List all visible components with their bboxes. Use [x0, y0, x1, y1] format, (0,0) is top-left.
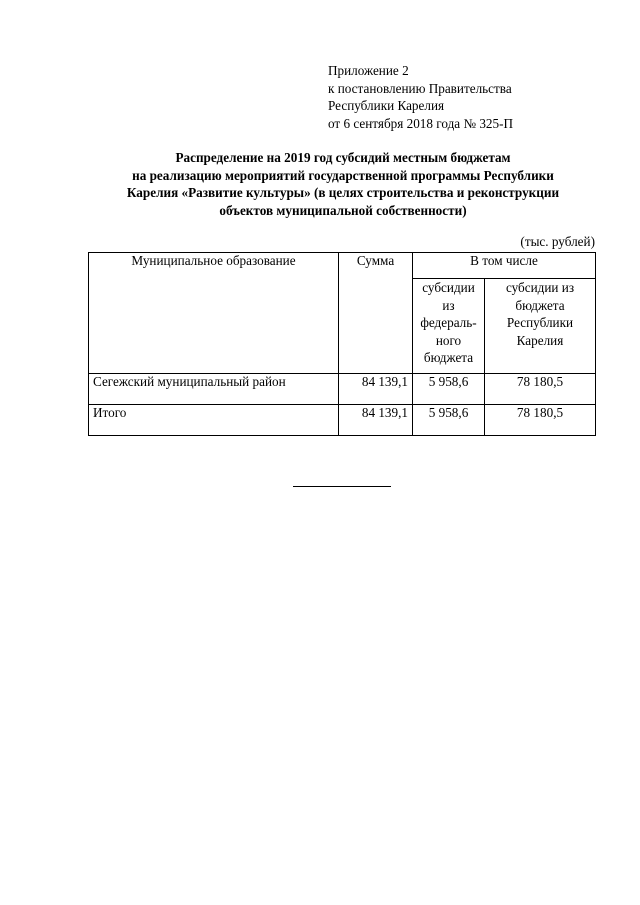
header-municipality: Муниципальное образование [89, 253, 339, 374]
appendix-line: Республики Карелия [328, 98, 445, 113]
appendix-reference [328, 62, 513, 132]
cell-sum: 84 139,1 [339, 374, 413, 405]
units-label: (тыс. рублей) [520, 234, 595, 249]
header-republic-line: Республики [506, 315, 574, 330]
appendix-line: к постановлению Правительства [328, 80, 512, 96]
cell-republic: 78 180,5 [485, 374, 596, 405]
header-including: В том числе [413, 253, 596, 279]
header-republic-line: Карелия [516, 332, 564, 348]
table-row-total [89, 405, 596, 436]
title-line: Карелия «Развитие культуры» (в целях строительства и реконструкции [126, 185, 560, 200]
header-federal-line: федераль- [420, 315, 477, 330]
header-federal-subsidy [413, 279, 485, 374]
header-republic-subsidy [485, 279, 596, 374]
table-row [89, 374, 596, 405]
title-line: объектов муниципальной собственности) [219, 202, 467, 218]
cell-municipality: Сегежский муниципальный район [89, 374, 339, 405]
cell-republic: 78 180,5 [485, 405, 596, 436]
header-sum: Сумма [339, 253, 413, 374]
header-republic-line: бюджета [515, 297, 565, 313]
document-title [88, 149, 598, 219]
title-line: Распределение на 2019 год субсидий местным бюджетам [175, 150, 511, 165]
header-federal-line: из [442, 297, 455, 313]
table-header-row [89, 253, 596, 279]
header-federal-line: субсидии [422, 280, 475, 295]
subsidy-table [88, 252, 596, 436]
title-line: на реализацию мероприятий государственной программы Республики [132, 167, 554, 183]
appendix-line: Приложение 2 [328, 63, 409, 78]
header-federal-line: бюджета [423, 350, 474, 365]
cell-federal: 5 958,6 [413, 374, 485, 405]
cell-sum: 84 139,1 [339, 405, 413, 436]
header-federal-line: ного [435, 332, 462, 348]
appendix-line: от 6 сентября 2018 года № 325-П [328, 115, 514, 131]
header-republic-line: субсидии из [505, 280, 575, 295]
cell-municipality: Итого [89, 405, 339, 436]
cell-federal: 5 958,6 [413, 405, 485, 436]
closing-separator-line [293, 486, 391, 487]
